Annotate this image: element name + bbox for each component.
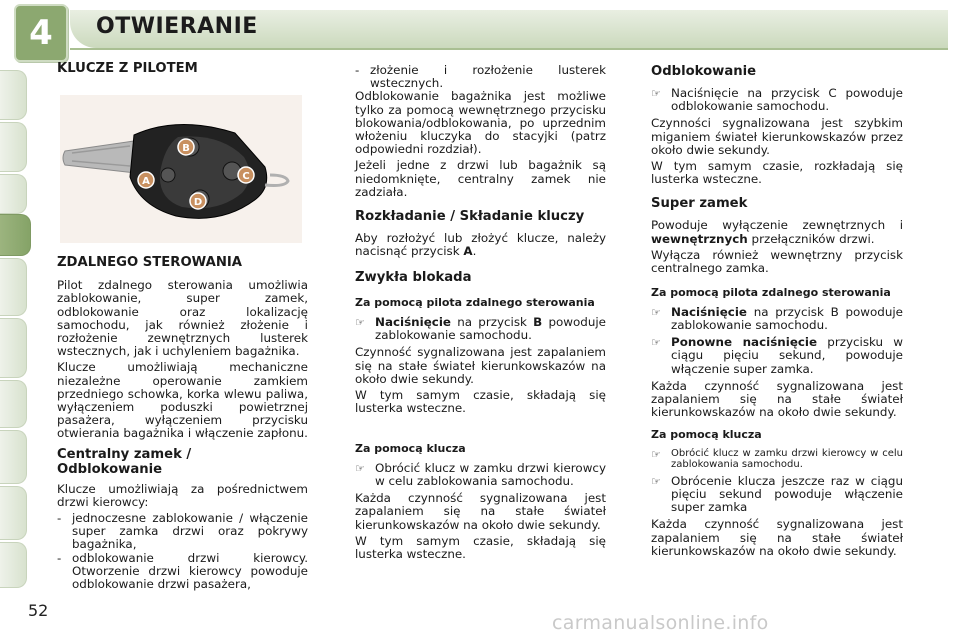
pointing-hand-icon: ☞ bbox=[355, 315, 365, 329]
pointing-hand-icon: ☞ bbox=[355, 461, 365, 475]
subheading-folding: Rozkładanie / Składanie kluczy bbox=[355, 209, 585, 225]
page-title: OTWIERANIE bbox=[96, 14, 258, 39]
subheading-with-remote: Za pomocą pilota zdalnego sterowania bbox=[355, 296, 595, 310]
sidebar-tab-3[interactable] bbox=[0, 174, 27, 214]
key-button-d-label bbox=[190, 193, 206, 209]
bullet-item: ☞ Obrócić klucz w zamku drzwi kierowcy w celu zablokowania samochodu. bbox=[651, 447, 903, 471]
paragraph: W tym samym czasie, rozkładają się lusterka wsteczne. bbox=[651, 159, 903, 187]
section-title-keys: KLUCZE Z PILOTEM bbox=[57, 61, 198, 76]
column-1 bbox=[57, 62, 308, 75]
pointing-hand-icon: ☞ bbox=[651, 87, 661, 100]
paragraph: Wyłącza również wewnętrzny przycisk centralnego zamka. bbox=[651, 247, 903, 276]
subheading-line-1: Centralny zamek / bbox=[57, 446, 192, 462]
sidebar-tab-10[interactable] bbox=[0, 542, 27, 588]
subheading-with-key: Za pomocą klucza bbox=[651, 428, 762, 442]
bullet-item: ☞ Obrócenie klucza jeszcze raz w ciągu pięciu sekund powoduje włączenie super zamka bbox=[651, 473, 903, 515]
sidebar-tab-1[interactable] bbox=[0, 70, 27, 120]
subheading-line-2: Odblokowanie bbox=[57, 461, 163, 477]
subheading-unlocking: Odblokowanie bbox=[651, 64, 757, 79]
header-divider bbox=[70, 48, 948, 50]
sidebar-tab-2[interactable] bbox=[0, 122, 27, 172]
bullet-item: ☞ Naciśnięcie na przycisk B powoduje zablokowanie samochodu. bbox=[651, 304, 903, 332]
sidebar-tab-7[interactable] bbox=[0, 380, 27, 428]
svg-text:B: B bbox=[182, 143, 190, 154]
pointing-hand-icon: ☞ bbox=[651, 305, 661, 319]
paragraph: Czynności sygnalizowana jest szybkim miganiem świateł kierunkowskazów przez około dwie sekundy. bbox=[651, 116, 903, 157]
paragraph: Aby rozłożyć lub złożyć klucze, należy nacisnąć przycisk A. bbox=[355, 231, 606, 259]
pointing-hand-icon: ☞ bbox=[651, 474, 661, 488]
key-button-a-label bbox=[138, 172, 154, 188]
sidebar-tab-5[interactable] bbox=[0, 258, 27, 316]
svg-text:A: A bbox=[142, 176, 150, 187]
sidebar-tab-8[interactable] bbox=[0, 430, 27, 484]
subheading-with-key: Za pomocą klucza bbox=[355, 442, 466, 456]
bullet-item: ☞ Naciśnięcie na przycisk B powoduje zablokowanie samochodu. bbox=[355, 314, 606, 343]
column-2 bbox=[355, 64, 606, 564]
paragraph: Klucze umożliwiają za pośrednictwem drzwi kierowcy: bbox=[57, 481, 308, 509]
paragraph: Każda czynność sygnalizowana jest zapalaniem się na stałe świateł kierunkowskazów na około dwie sekundy. bbox=[651, 517, 903, 558]
column-1-body bbox=[57, 256, 308, 591]
section-title-remote: ZDALNEGO STEROWANIA bbox=[57, 255, 242, 270]
paragraph: Powoduje wyłączenie zewnętrznych i wewnętrznych przełączników drzwi. bbox=[651, 218, 903, 246]
paragraph: Czynność sygnalizowana jest zapalaniem się na stałe świateł kierunkowskazów na około dwie sekundy. bbox=[355, 345, 606, 386]
paragraph: Odblokowanie bagażnika jest możliwe tylko za pomocą wewnętrznego przycisku blokowania/odblokowania, po uprzednim włożeniu kluczyka do stacyjki (patrz odpowiedni rozdział). bbox=[355, 89, 606, 157]
watermark: carmanualsonline.info bbox=[552, 612, 769, 634]
sidebar-tab-active[interactable] bbox=[0, 214, 31, 256]
key-button-c-label bbox=[238, 167, 254, 183]
dash-item: - jednoczesne zablokowanie / włączenie super zamka drzwi oraz pokrywy bagażnika, bbox=[57, 511, 308, 552]
chapter-badge bbox=[14, 4, 68, 62]
chapter-number: 4 bbox=[29, 13, 53, 53]
subheading-normal-lock: Zwykła blokada bbox=[355, 270, 472, 286]
bullet-item: ☞ Ponowne naciśnięcie przycisku w ciągu pięciu sekund, powoduje włączenie super zamka. bbox=[651, 335, 903, 376]
dash-item: - odblokowanie drzwi kierowcy. Otworzenie drzwi kierowcy powoduje odblokowanie drzwi pasażera, bbox=[57, 550, 308, 592]
svg-text:C: C bbox=[242, 171, 250, 182]
remote-key-illustration bbox=[60, 95, 302, 243]
svg-text:D: D bbox=[193, 197, 203, 208]
subheading-with-remote: Za pomocą pilota zdalnego sterowania bbox=[651, 286, 891, 300]
pointing-hand-icon: ☞ bbox=[651, 336, 661, 350]
paragraph: Pilot zdalnego sterowania umożliwia zablokowanie, super zamek, odblokowanie oraz lokalizację samochodu, jak również złożenie i rozłożenie zewnętrznych lusterek wstecznych, jak i uchyleniem bagażnika. bbox=[57, 278, 308, 359]
dash-item: - złożenie i rozłożenie lusterek wstecznych. bbox=[355, 63, 606, 91]
paragraph: Klucze umożliwiają mechaniczne niezależne operowanie zamkiem przedniego schowka, korka wlewu paliwa, wyłączeniem poduszki powietrznej pasażera, wyłączeniem przycisku otwierania bagażnika i włączenie zapłonu. bbox=[57, 360, 308, 441]
paragraph: Każda czynność sygnalizowana jest zapalaniem się na stałe świateł kierunkowskazów na około dwie sekundy. bbox=[651, 378, 903, 420]
key-button-b-label bbox=[178, 139, 194, 155]
page-number: 52 bbox=[28, 601, 49, 620]
subheading-central-lock bbox=[57, 447, 308, 477]
column-3 bbox=[651, 64, 903, 561]
paragraph: Każda czynność sygnalizowana jest zapalaniem się na stałe świateł kierunkowskazów na około dwie sekundy. bbox=[355, 491, 606, 532]
paragraph: Jeżeli jedne z drzwi lub bagażnik są niedomknięte, centralny zamek nie zadziała. bbox=[355, 158, 606, 199]
subheading-super-lock: Super zamek bbox=[651, 196, 748, 212]
pointing-hand-icon: ☞ bbox=[651, 447, 661, 461]
bullet-item: ☞ Obrócić klucz w zamku drzwi kierowcy w celu zablokowania samochodu. bbox=[355, 460, 606, 489]
paragraph: W tym samym czasie, składają się lusterka wsteczne. bbox=[355, 533, 606, 562]
paragraph: W tym samym czasie, składają się lusterka wsteczne. bbox=[355, 387, 606, 416]
sidebar-tab-6[interactable] bbox=[0, 318, 27, 378]
sidebar-tab-9[interactable] bbox=[0, 486, 27, 540]
bullet-item: ☞ Naciśnięcie na przycisk C powoduje odblokowanie samochodu. bbox=[651, 86, 903, 114]
